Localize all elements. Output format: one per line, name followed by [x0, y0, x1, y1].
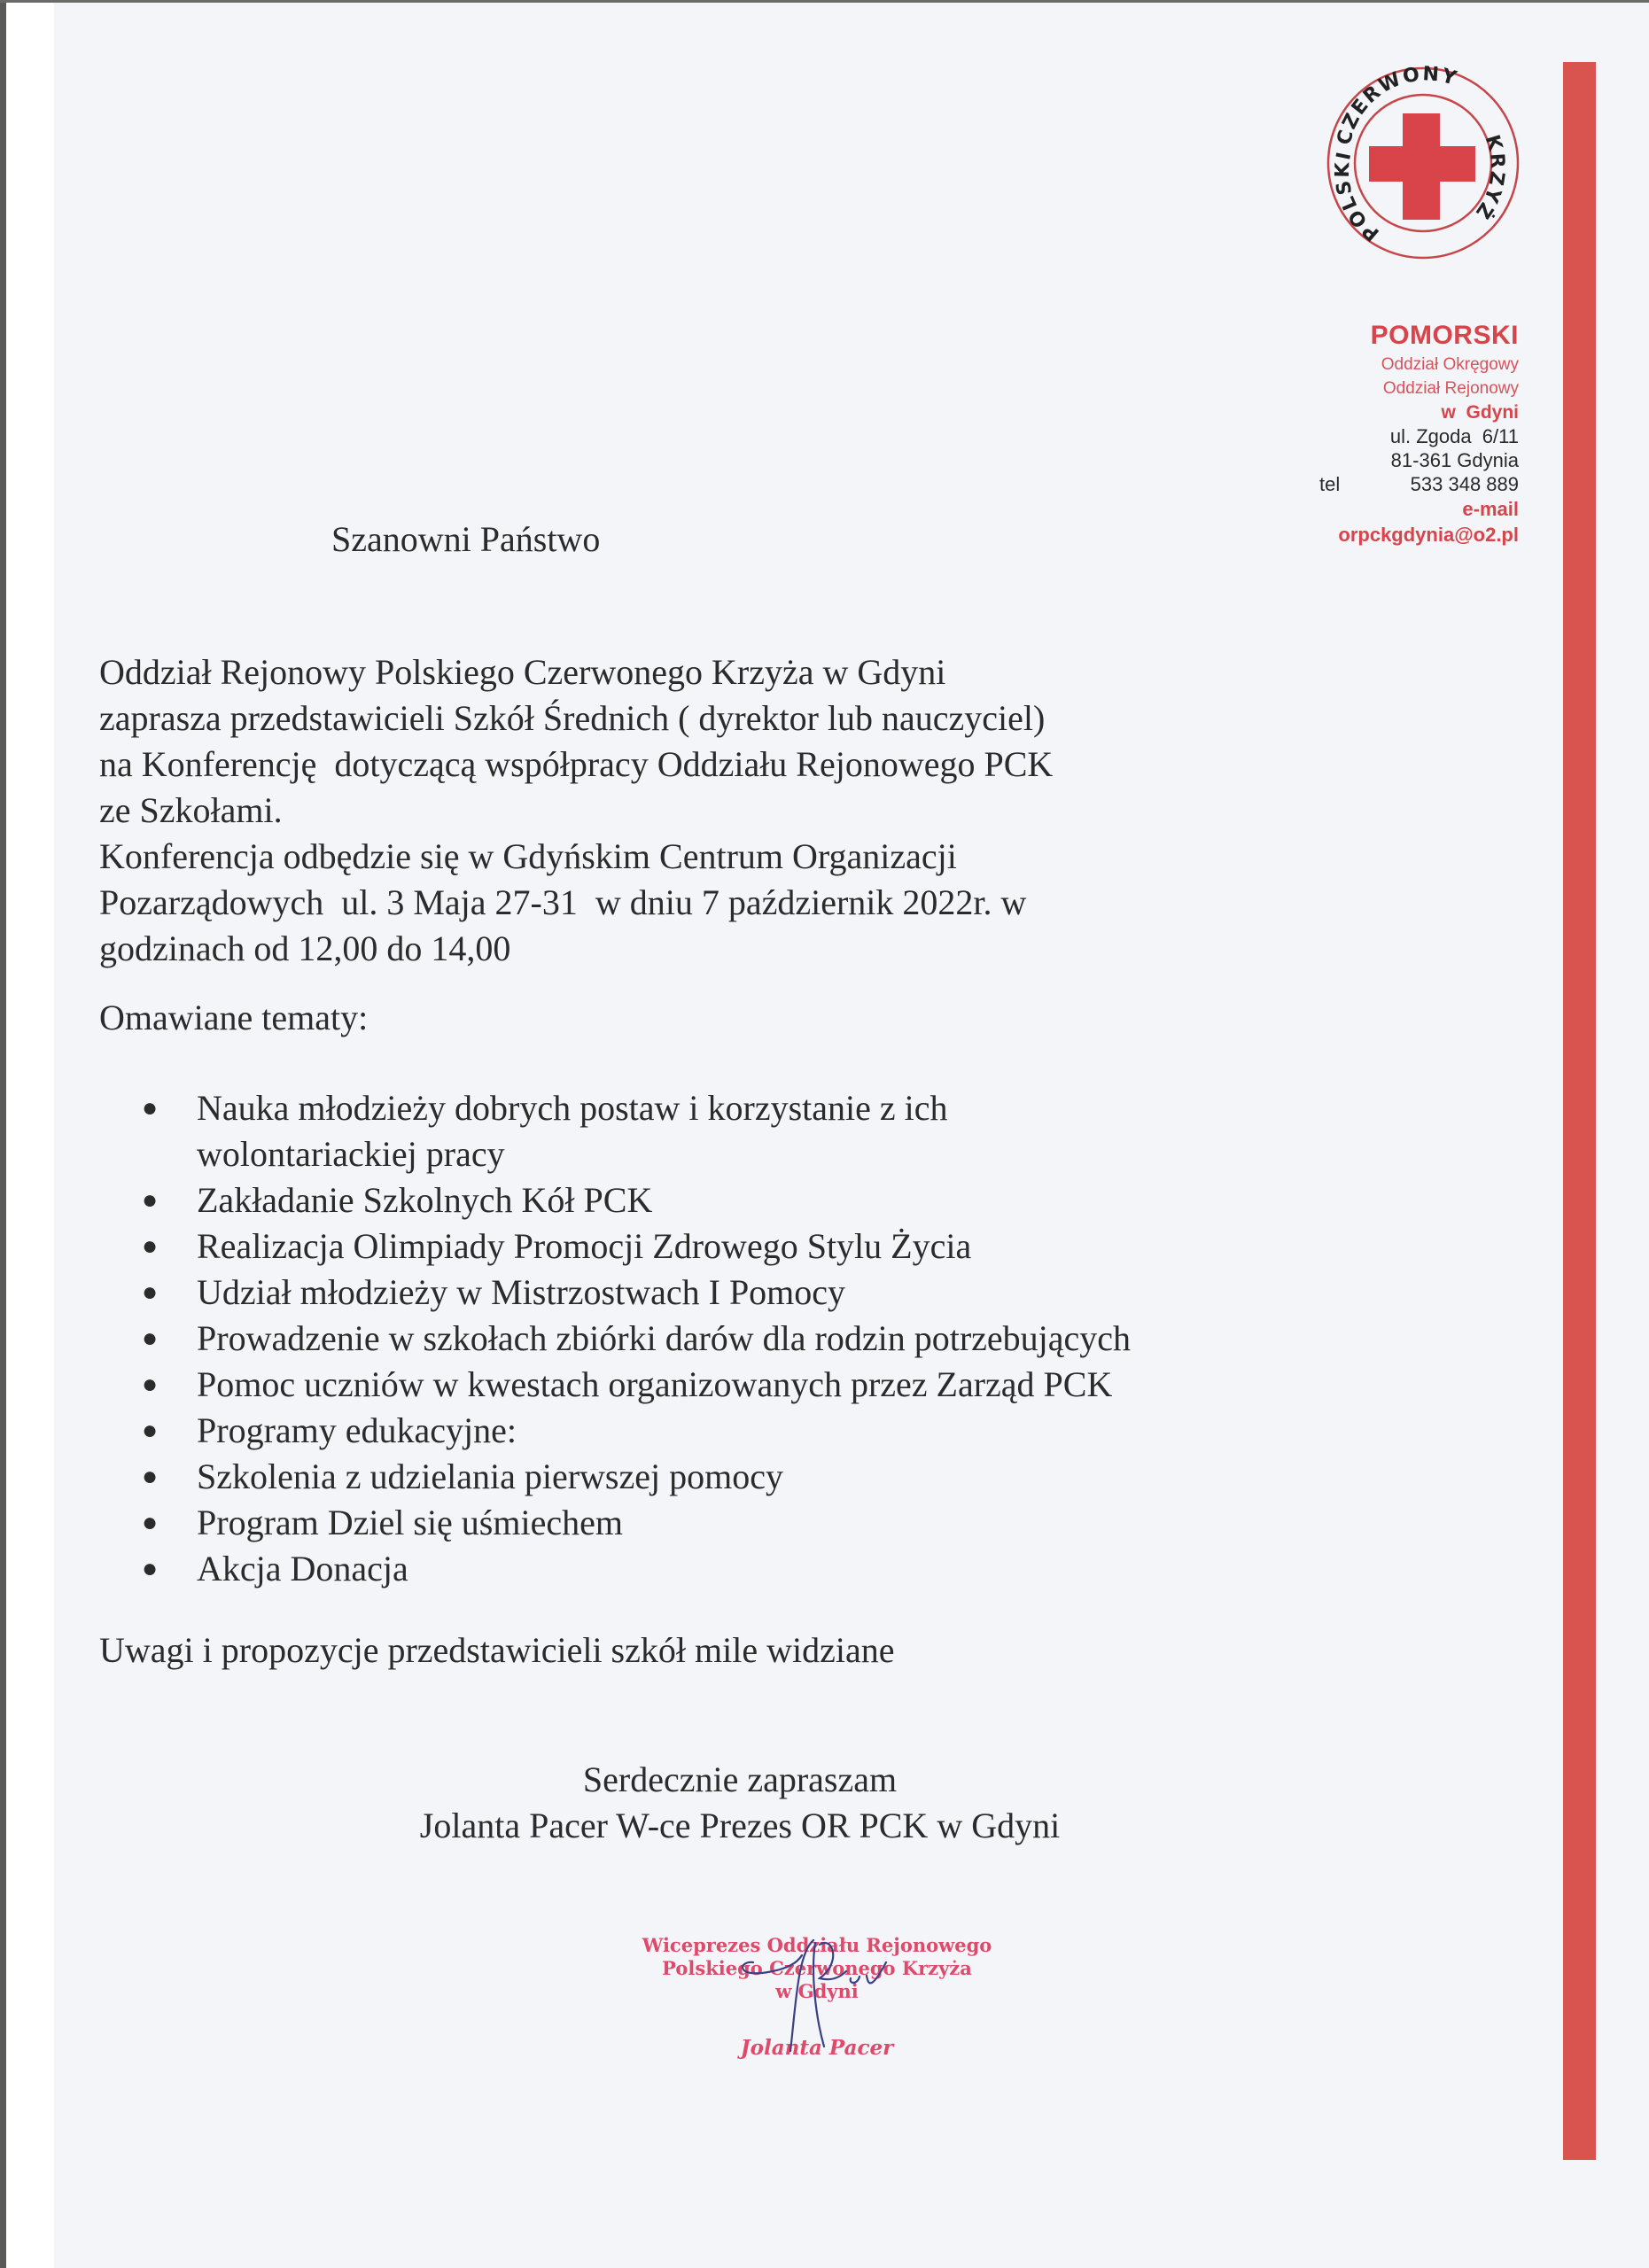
letterhead-line1: Oddział Okręgowy — [1381, 355, 1519, 374]
tel-number: 533 348 889 — [1410, 473, 1519, 495]
list-item — [99, 1085, 1340, 1177]
letterhead-red-bar — [1563, 62, 1596, 2160]
body-line: Pozarządowych ul. 3 Maja 27-31 w dniu 7 październik 2022r. w — [99, 882, 1027, 922]
body-line: Konferencja odbędzie się w Gdyńskim Centrum Organizacji — [99, 836, 957, 876]
bullet-icon: ● — [142, 1554, 159, 1583]
letterhead-postal: 81-361 Gdynia — [1390, 449, 1519, 471]
topic-text: Prowadzenie w szkołach zbiórki darów dla rodzin potrzebujących — [197, 1318, 1132, 1358]
bullet-icon: ● — [142, 1093, 159, 1122]
topic-text: Zakładanie Szkolnych Kół PCK — [197, 1180, 653, 1220]
topic-text: Program Dziel się uśmiechem — [197, 1503, 623, 1542]
email-address[interactable]: orpckgdynia@o2.pl — [1338, 524, 1519, 546]
remarks-line: Uwagi i propozycje przedstawicieli szkół mile widziane — [99, 1630, 895, 1670]
list-item — [99, 1408, 1340, 1454]
letterhead-address — [1319, 319, 1519, 548]
logo-text-left: POLSKI — [1331, 148, 1384, 245]
topic-text: Udział młodzieży w Mistrzostwach I Pomocy — [197, 1272, 846, 1312]
letterhead-city: w Gdyni — [1441, 402, 1519, 423]
list-item — [99, 1223, 1340, 1270]
bullet-icon: ● — [142, 1416, 159, 1445]
body-line: godzinach od 12,00 do 14,00 — [99, 928, 511, 968]
list-item — [99, 1500, 1340, 1546]
letterhead-street: ul. Zgoda 6/11 — [1389, 425, 1519, 447]
body-line: ze Szkołami. — [99, 790, 283, 830]
list-item — [99, 1454, 1340, 1500]
body-paragraph — [99, 649, 1340, 972]
tel-label: tel — [1319, 473, 1341, 495]
closing-signatory: Jolanta Pacer W-ce Prezes OR PCK w Gdyni — [419, 1806, 1061, 1845]
stamp-line: w Gdyni — [775, 1980, 859, 2002]
stamp-line: Wiceprezes Oddziału Rejonowego — [642, 1934, 992, 1956]
body-line: zaprasza przedstawicieli Szkół Średnich ( dyrektor lub nauczyciel) — [99, 698, 1046, 738]
letterhead-region: POMORSKI — [1370, 321, 1519, 350]
list-item — [99, 1177, 1340, 1223]
topic-text: Szkolenia z udzielania pierwszej pomocy — [197, 1456, 783, 1496]
red-cross-icon — [1369, 113, 1475, 220]
list-item — [99, 1546, 1340, 1592]
body-line: na Konferencję dotyczącą współpracy Oddziału Rejonowego PCK — [99, 744, 1054, 784]
bullet-icon: ● — [142, 1278, 159, 1307]
topic-text: Nauka młodzieży dobrych postaw i korzystanie z ich wolontariackiej pracy — [197, 1088, 948, 1174]
closing-greeting: Serdecznie zapraszam — [582, 1759, 898, 1799]
salutation: Szanowni Państwo — [331, 519, 601, 559]
logo-text-right: KRZYŻ — [1469, 132, 1509, 224]
email-label: e-mail — [1462, 498, 1519, 520]
list-item — [99, 1316, 1340, 1362]
scan-edge — [0, 0, 6, 2268]
bullet-icon: ● — [142, 1231, 159, 1261]
topics-heading: Omawiane tematy: — [99, 998, 369, 1037]
list-item — [99, 1362, 1340, 1408]
topic-text: Programy edukacyjne: — [197, 1410, 517, 1450]
bullet-icon: ● — [142, 1324, 159, 1353]
closing-block — [390, 1757, 1090, 1849]
list-item — [99, 1270, 1340, 1316]
topic-text: Pomoc uczniów w kwestach organizowanych przez Zarząd PCK — [197, 1364, 1113, 1404]
topics-list — [99, 1085, 1340, 1592]
pck-logo — [1325, 65, 1521, 261]
scan-edge-top — [0, 0, 1649, 3]
stamp-line: Polskiego Czerwonego Krzyża — [662, 1957, 972, 1979]
bullet-icon: ● — [142, 1462, 159, 1491]
bullet-icon: ● — [142, 1370, 159, 1399]
topic-text: Akcja Donacja — [197, 1549, 408, 1588]
letterhead-tel-row — [1319, 472, 1519, 496]
stamp-name: Jolanta Pacer — [740, 2036, 894, 2060]
logo-text-top: CZERWONY — [1333, 65, 1461, 148]
body-line: Oddział Rejonowy Polskiego Czerwonego Krzyża w Gdyni — [99, 652, 946, 692]
topic-text: Realizacja Olimpiady Promocji Zdrowego Stylu Życia — [197, 1226, 972, 1266]
bullet-icon: ● — [142, 1185, 159, 1215]
letterhead-line2: Oddział Rejonowy — [1382, 379, 1519, 398]
bullet-icon: ● — [142, 1508, 159, 1537]
scan-margin — [6, 0, 54, 2268]
handwritten-signature — [735, 1936, 913, 2060]
